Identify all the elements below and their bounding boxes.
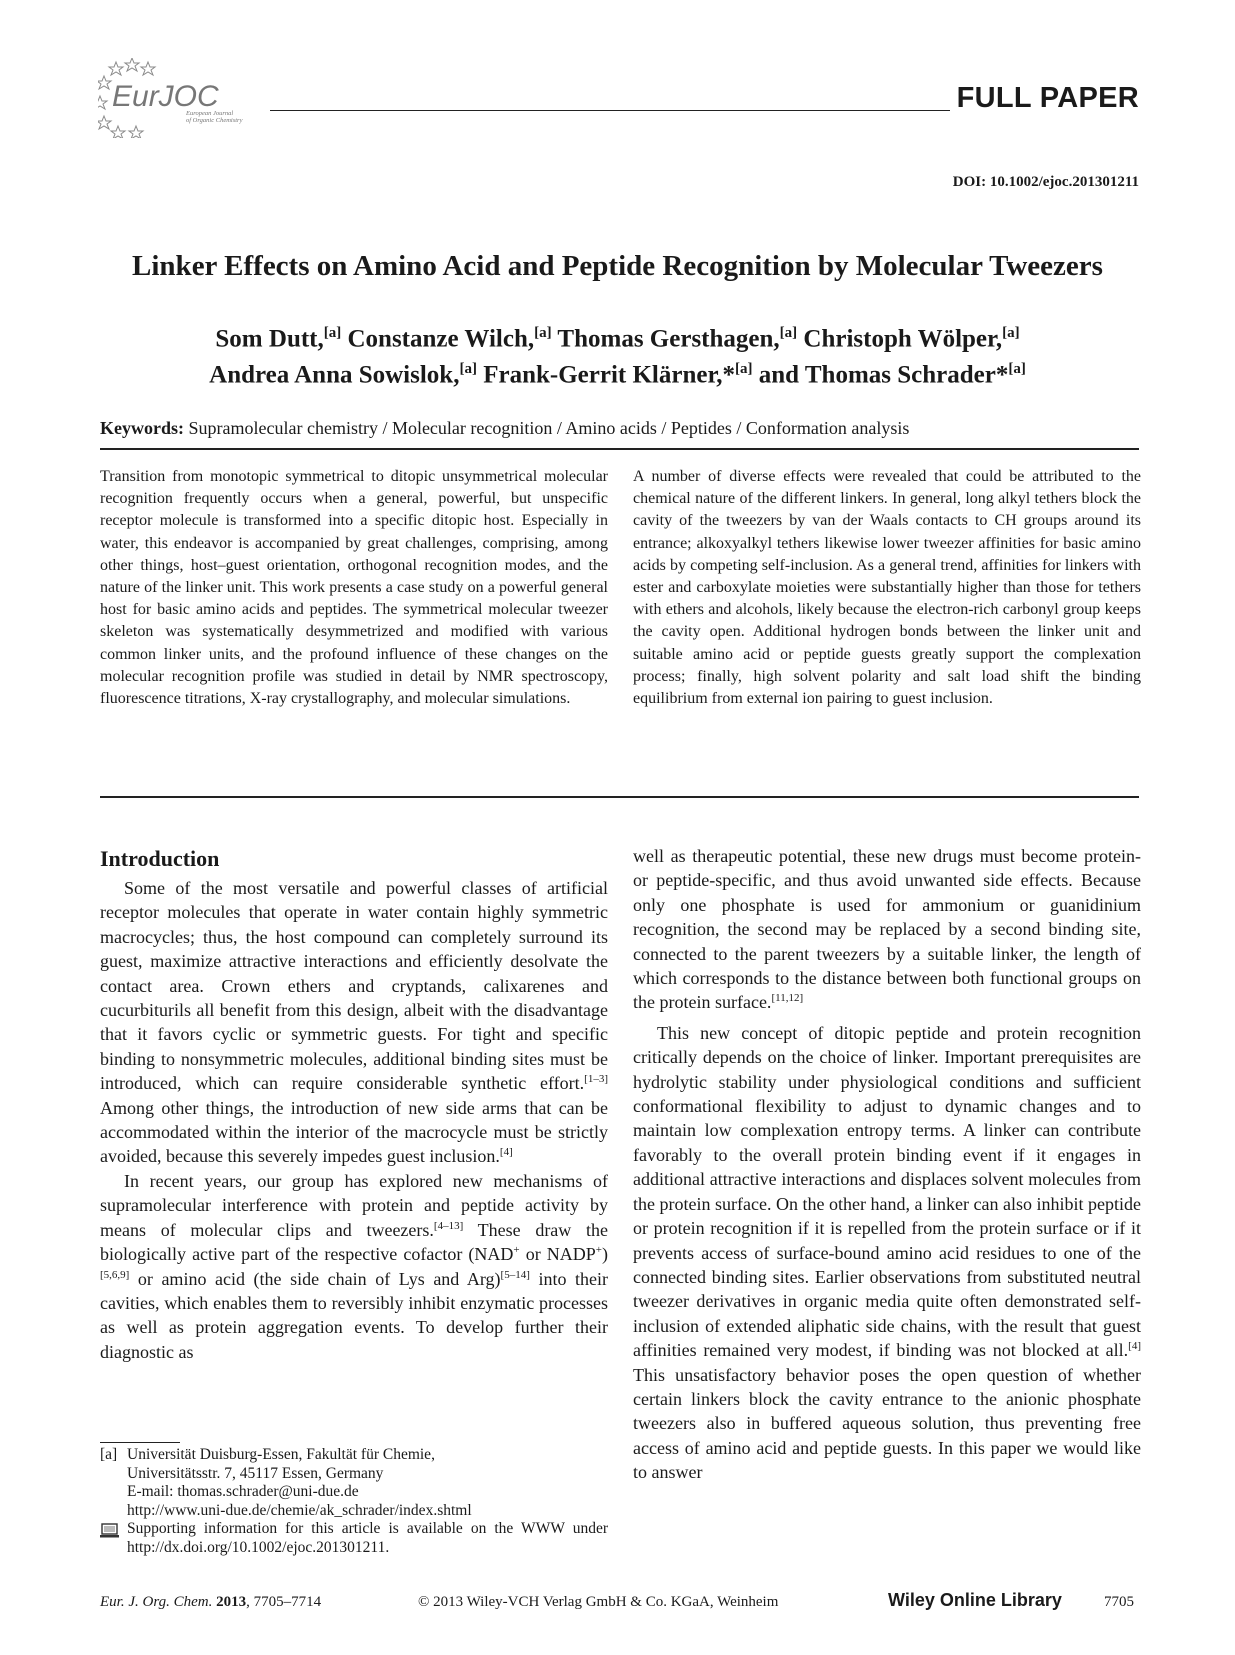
author-name: Andrea Anna Sowislok, — [209, 361, 460, 389]
author-affiliation: [a] — [534, 325, 552, 341]
paragraph — [633, 844, 1141, 1015]
svg-text:EurJOC: EurJOC — [112, 80, 219, 113]
author-affiliation: [a] — [735, 361, 753, 378]
svg-text:European Journal: European Journal — [186, 110, 234, 117]
homepage-link[interactable]: http://www.uni-due.de/chemie/ak_schrader/index.shtml — [127, 1501, 472, 1519]
keywords-label: Keywords: — [100, 418, 184, 438]
citation[interactable]: [11,12] — [771, 992, 804, 1005]
eurjoc-logo-icon — [98, 58, 268, 138]
keywords-list: Supramolecular chemistry / Molecular recognition / Amino acids / Peptides / Conformation analysis — [188, 418, 910, 438]
email-link[interactable]: E-mail: thomas.schrader@uni-due.de — [127, 1483, 359, 1501]
journal-logo — [98, 58, 268, 138]
text: into their cavities, which enables them to reversibly inhibit enzymatic processes as well as protein aggregation events. To develop further their diagnostic as — [100, 1268, 608, 1362]
text: Some of the most versatile and powerful classes of artificial receptor molecules that operate in water contain highly symmetric macrocycles; thus, the host compound can completely surround its guest, maximize attractive interactions and efficiently desolvate the contact area. Crown ethers and cryptands, calixarenes and cucurbiturils all benefit from this design, albeit with the disadvantage that it favors cyclic or symmetric guests. For tight and specific binding to nonsymmetric molecules, additional binding sites must be introduced, which can require considerable synthetic effort. — [100, 878, 608, 1094]
text: Among other things, the introduction of new side arms that can be accommodated within the interior of the macrocycle must be strictly avoided, because this severely impedes guest inclusion. — [100, 1097, 608, 1167]
citation[interactable]: [4] — [1128, 1340, 1141, 1353]
author-list — [96, 318, 1139, 391]
body-column-right — [633, 844, 1141, 1485]
author-name: Som Dutt, — [215, 325, 324, 353]
footnotes — [100, 1446, 608, 1558]
paragraph — [633, 1021, 1141, 1485]
text: well as therapeutic potential, these new drugs must become protein- or peptide-specific, and thus avoid unwanted side effects. Because only one phosphate is used for ammonium or guanidinium recognition, the second may be replaced by a second binding site, connected to the parent tweezers by a suitable linker, the length of which corresponds to the distance between both functional groups on the protein surface. — [633, 846, 1141, 1013]
paragraph — [100, 1169, 608, 1364]
svg-text:of Organic Chemistry: of Organic Chemistry — [186, 117, 243, 124]
header-rule — [270, 110, 950, 111]
charge: + — [595, 1244, 602, 1257]
author-affiliation: [a] — [779, 325, 798, 341]
keywords — [100, 418, 909, 439]
abstract-bottom-rule — [100, 796, 1139, 798]
computer-icon — [100, 1523, 119, 1538]
abstract-right: A number of diverse effects were revealed that could be attributed to the chemical nature of the different linkers. In general, long alkyl tethers block the cavity of the tweezers by van der Waals contacts to CH groups around its entrance; alkoxyalkyl tethers likewise lower tweezer affinities for basic amino acids by competing self-inclusion. As a general trend, affinities for linkers with ester and carboxylate moieties were substantially higher than those for tethers with ethers and alcohols, likely because the electron-rich carbonyl group keeps the cavity open. Additional hydrogen bonds between the linker unit and suitable amino acid or peptide guests greatly support the complexation process; finally, high solvent polarity and salt load shift the binding equilibrium from external ion pairing to guest inclusion. — [633, 468, 1141, 708]
text: This new concept of ditopic peptide and protein recognition critically depends on the choice of linker. Important prerequisites are hydrolytic stability under physiological conditions and sufficient conformational flexibility to adjust to dynamic changes and to maintain low complexation entropy terms. A linker can contribute favorably to the overall protein binding event if it engages in additional attractive interactions and displaces solvent molecules from the protein surface. On the other hand, a linker can also inhibit peptide or protein recognition if it is repelled from the protein surface or if it prevents access of surface-bound amino acid residues to one of the connected binding sites. Earlier observations from substituted neutral tweezer derivatives in organic media quite often demonstrated self-inclusion of extended aliphatic side chains, with the result that guest affinities remained very modest, if binding was not blocked at all. — [633, 1022, 1141, 1361]
author-name: Frank-Gerrit Klärner,* — [483, 361, 736, 389]
charge: + — [513, 1244, 520, 1257]
citation[interactable]: [1–3] — [584, 1073, 608, 1086]
author-affiliation: [a] — [323, 325, 342, 341]
author-line-2 — [96, 354, 1139, 390]
author-name: Christoph Wölper, — [803, 325, 1003, 353]
text: This unsatisfactory behavior poses the open question of whether certain linkers block the cavity entrance to the anionic phosphate tweezers also in buffered aqueous solution, thus preventing free access of amino acid and peptide guests. In this paper we would like to answer — [633, 1364, 1141, 1483]
citation[interactable]: [4] — [499, 1146, 513, 1159]
page-number: 7705 — [1104, 1594, 1134, 1610]
journal-pages: , 7705–7714 — [246, 1594, 322, 1610]
doi[interactable]: DOI: 10.1002/ejoc.201301211 — [952, 174, 1139, 190]
text: In recent years, our group has explored new mechanisms of supramolecular interference with protein and peptide activity by means of molecular clips and tweezers. — [100, 1170, 608, 1240]
citation[interactable]: [5,6,9] — [100, 1268, 130, 1281]
section-heading-introduction: Introduction — [100, 846, 220, 871]
author-line-1 — [96, 318, 1139, 354]
journal-abbrev: Eur. J. Org. Chem. — [100, 1594, 213, 1610]
footnote-rule — [100, 1442, 180, 1443]
supporting-info-text[interactable]: Supporting information for this article is available on the WWW under http://dx.doi.org/10.1002/ejoc.201301211. — [127, 1520, 608, 1556]
affiliation-line: Universität Duisburg-Essen, Fakultät für Chemie, — [127, 1446, 435, 1463]
journal-citation — [100, 1594, 321, 1611]
abstract-left: Transition from monotopic symmetrical to ditopic unsymmetrical molecular recognition frequently occurs when a general, powerful, but unspecific receptor molecule is transformed into a specific ditopic host. Especially in water, this endeavor is accompanied by great challenges, comprising, among other things, host–guest orientation, orthogonal recognition modes, and the nature of the linker unit. This work presents a case study on a powerful general host for basic amino acids and peptides. The symmetrical molecular tweezer skeleton was systematically desymmetrized and modified with various common linker units, and the profound influence of these changes on the molecular recognition profile was studied in detail by NMR spectroscopy, fluorescence titrations, X-ray crystallography, and molecular simulations. — [100, 468, 608, 708]
section-label: FULL PAPER — [956, 82, 1139, 114]
author-name: and Thomas Schrader* — [758, 361, 1009, 389]
text: ) — [602, 1244, 608, 1265]
wiley-online-library-link[interactable]: Wiley Online Library — [888, 1590, 1062, 1610]
affiliation-mark: [a] — [100, 1446, 118, 1463]
citation[interactable]: [5–14] — [500, 1268, 530, 1281]
text: or amino acid (the side chain of Lys and Arg) — [129, 1268, 501, 1289]
author-affiliation: [a] — [1002, 325, 1020, 341]
affiliation-footnote — [100, 1446, 608, 1520]
abstract-top-rule — [100, 448, 1139, 450]
author-name: Constanze Wilch, — [347, 325, 535, 353]
supporting-info-footnote — [100, 1520, 608, 1557]
text: These draw the biologically active part of the respective cofactor (NAD — [100, 1219, 608, 1265]
author-affiliation: [a] — [459, 361, 477, 378]
affiliation-line: Universitätsstr. 7, 45117 Essen, Germany — [127, 1464, 384, 1482]
paragraph — [100, 876, 608, 1169]
author-affiliation: [a] — [1008, 361, 1026, 378]
journal-year: 2013 — [216, 1594, 247, 1610]
author-name: Thomas Gersthagen, — [557, 325, 780, 353]
citation[interactable]: [4–13] — [433, 1219, 464, 1232]
body-column-left — [100, 876, 608, 1364]
text: or NADP — [519, 1244, 596, 1265]
article-title: Linker Effects on Amino Acid and Peptide Recognition by Molecular Tweezers — [132, 250, 1103, 282]
copyright: © 2013 Wiley-VCH Verlag GmbH & Co. KGaA, Weinheim — [418, 1594, 779, 1610]
